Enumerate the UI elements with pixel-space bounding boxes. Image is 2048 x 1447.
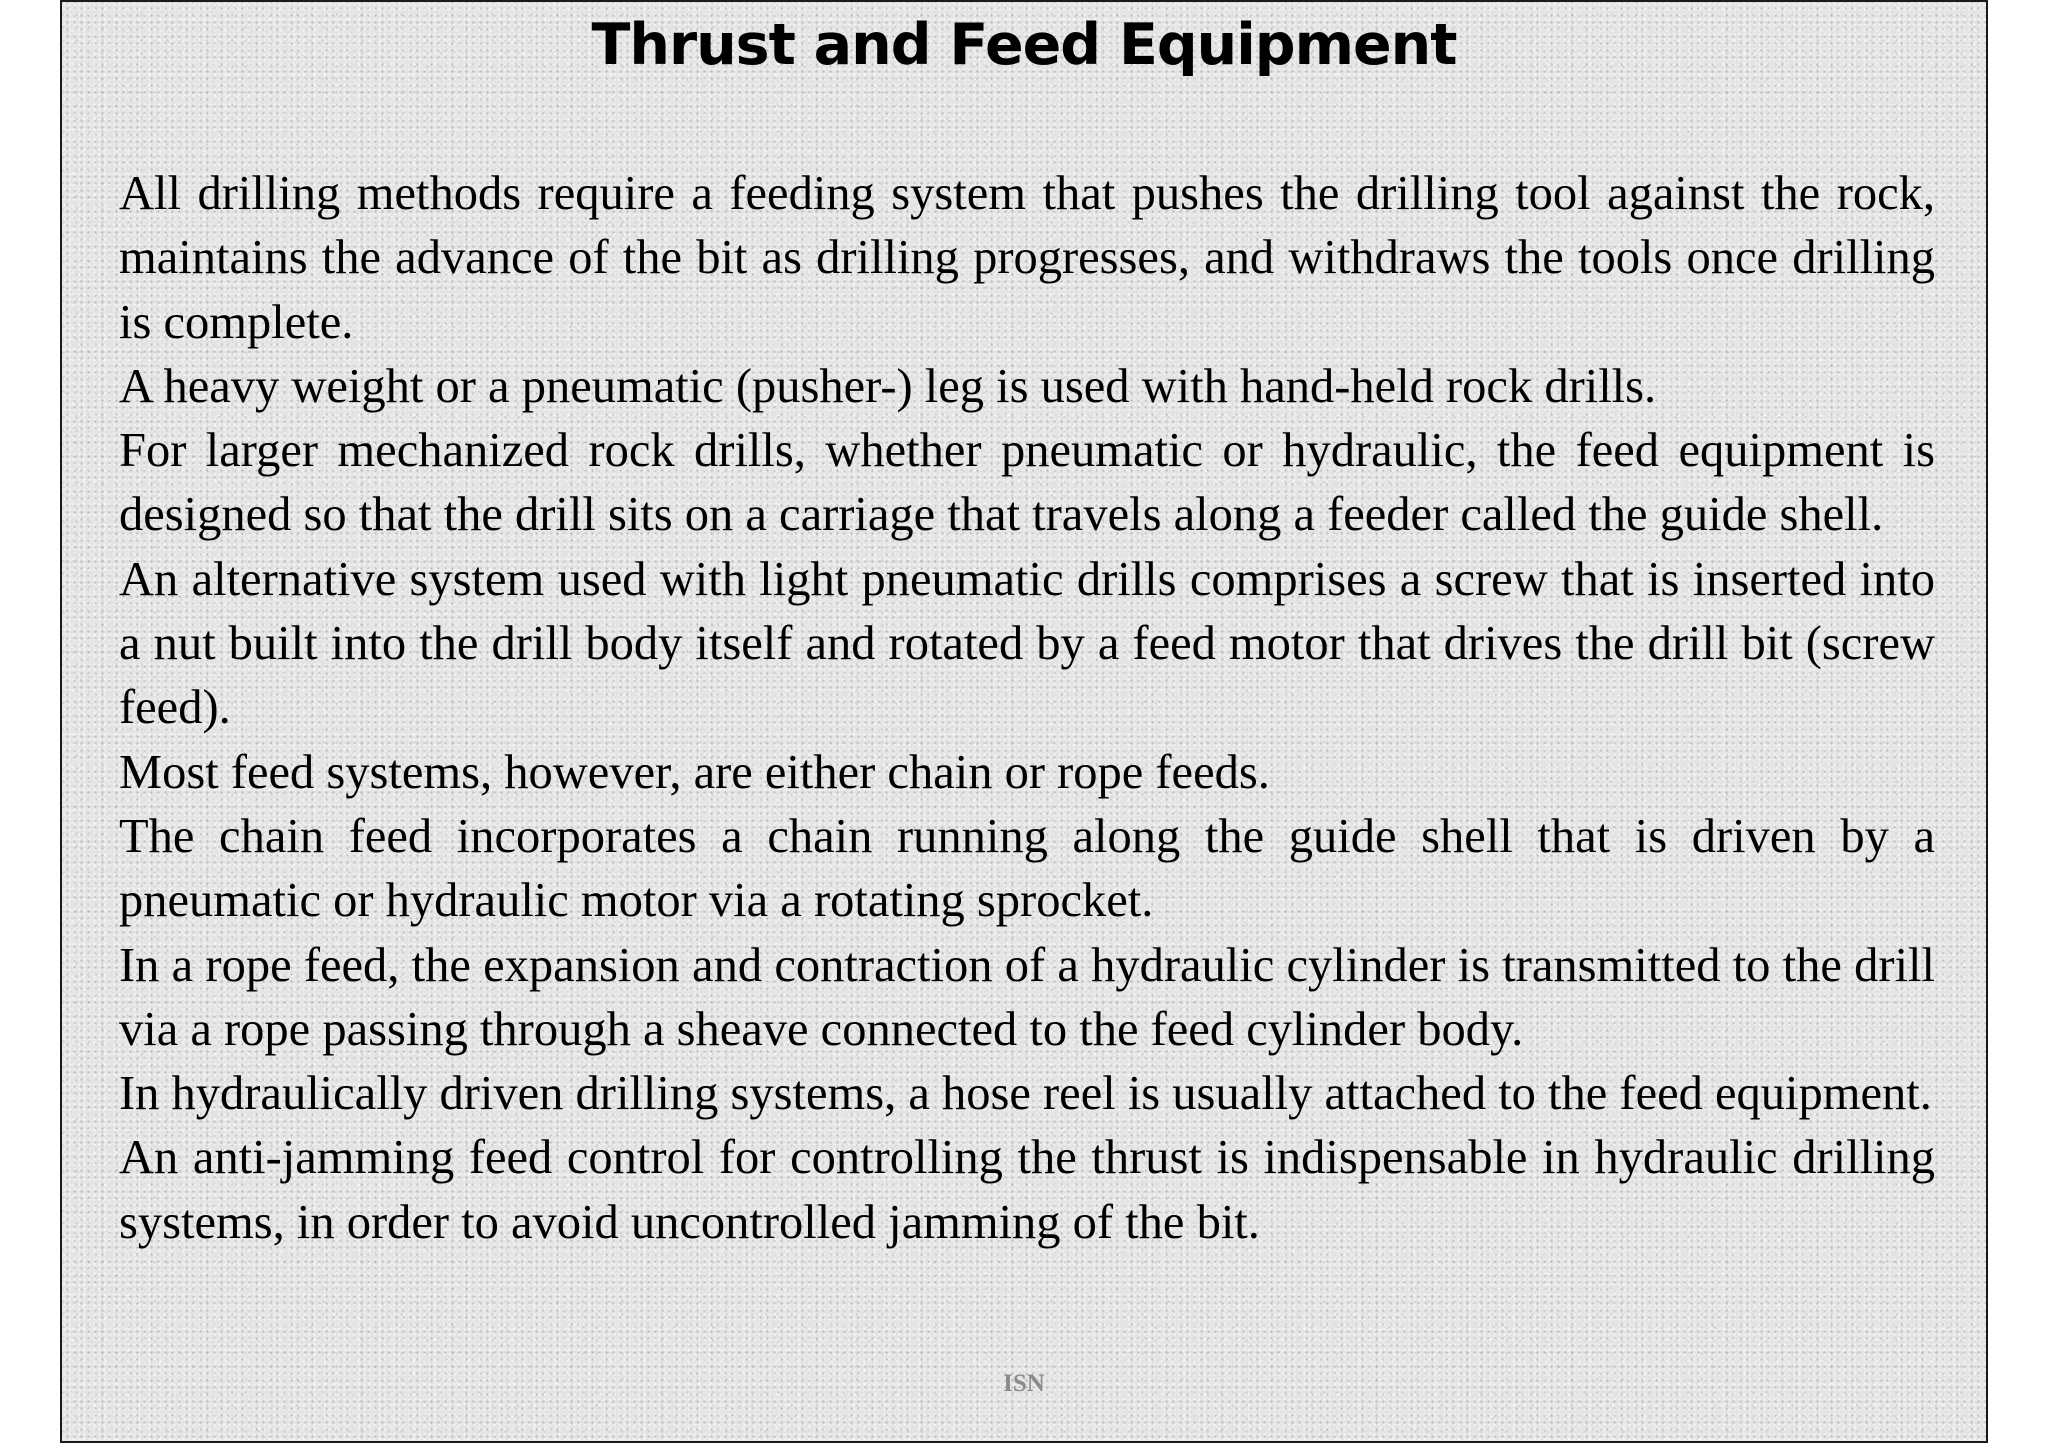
footer-label: ISN (1003, 1370, 1045, 1397)
paragraph-anti-jamming: An anti-jamming feed control for controlling the thrust is indispensable in hydraulic drilling systems, in order to avoid uncontrolled jamming of the bit. (119, 1131, 1935, 1249)
slide-body (119, 162, 1935, 1255)
paragraph-pusher-leg: A heavy weight or a pneumatic (pusher-) leg is used with hand-held rock drills. (119, 359, 1657, 413)
slide (60, 0, 1988, 1443)
paragraph-hose-reel: In hydraulically driven drilling systems, a hose reel is usually attached to the feed equipment. (119, 1067, 1932, 1121)
paragraph-chain-feed: The chain feed incorporates a chain running along the guide shell that is driven by a pneumatic or hydraulic motor via a rotating sprocket. (119, 809, 1935, 928)
paragraph-chain-or-rope: Most feed systems, however, are either chain or rope feeds. (119, 745, 1270, 799)
paragraph-feeding-system: All drilling methods require a feeding system that pushes the drilling tool against the rock, maintains the advance of the bit as drilling progresses, and withdraws the tools once drilling is complete. (119, 167, 1935, 349)
slide-title: Thrust and Feed Equipment (591, 12, 1457, 78)
paragraph-guide-shell: For larger mechanized rock drills, whether pneumatic or hydraulic, the feed equipment is designed so that the drill sits on a carriage that travels along a feeder called the guide shell. (119, 424, 1935, 542)
paragraph-screw-feed: An alternative system used with light pneumatic drills comprises a screw that is inserted into a nut built into the drill body itself and rotated by a feed motor that drives the drill bit (screw feed). (119, 552, 1935, 735)
paragraph-rope-feed: In a rope feed, the expansion and contraction of a hydraulic cylinder is transmitted to the drill via a rope passing through a sheave connected to the feed cylinder body. (119, 938, 1935, 1056)
